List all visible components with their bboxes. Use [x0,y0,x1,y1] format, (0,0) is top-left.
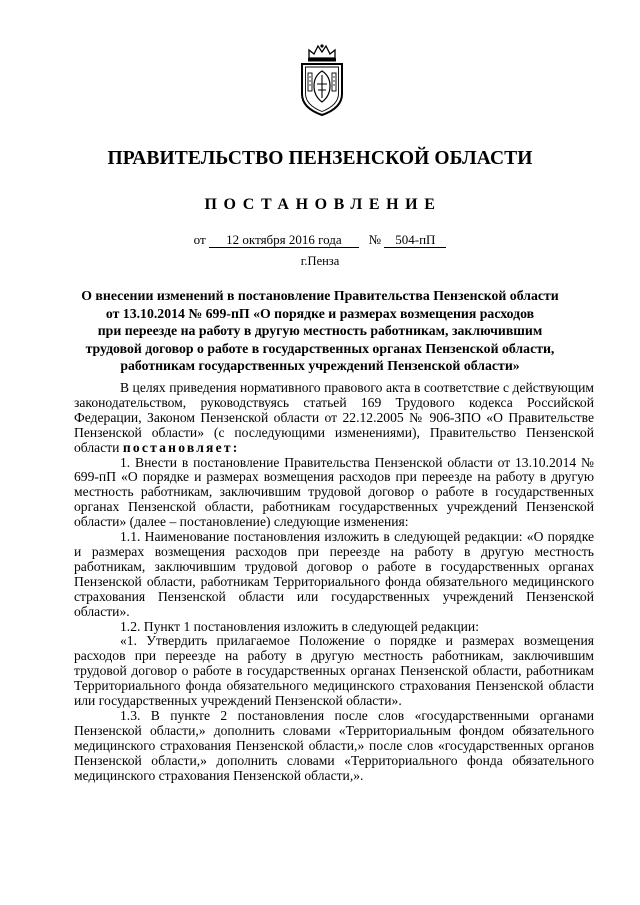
paragraph-1-2-quote: «1. Утвердить прилагаемое Положение о порядке и размерах возмещения расходов при переезде на работу в другую местность работникам, заключившим трудовой договор о работе в государственных органах Пензенской области, работникам Территориального фонда обязательного медицинского страхования Пензенской области или государственных учреждений Пензенской области». [74,633,594,709]
coat-of-arms-emblem [296,42,348,118]
paragraph-1-3: 1.3. В пункте 2 постановления после слов «государственными органами Пензенской области,» дополнить словами «Территориальным фондом обязательного медицинского страхования Пензенской области,» после слов «государственных органов Пензенской области,» дополнить словами «Территориального фонда обязательного медицинского страхования Пензенской области,». [74,707,594,783]
number-prefix: № [368,232,382,247]
preamble-paragraph [74,381,594,456]
document-heading [60,287,580,375]
paragraph-1-1: 1.1. Наименование постановления изложить в следующей редакции: «О порядке и размерах возмещения расходов при переезде на работу в другую местность работникам, заключившим трудовой договор о работе в государственных органах Пензенской области, работникам Территориального фонда обязательного медицинского страхования Пензенской области или государственных учреждений Пензенской области». [74,529,594,619]
preamble-text: В целях приведения нормативного правового акта в соответствие с действующим законодательством, руководствуясь статьей 169 Трудового кодекса Российской Федерации, Законом Пензенской области от 22.12.2005 № 906-ЗПО «О Правительстве Пензенской области» (с последующими изменениями), Правительство Пензенской области [74,380,594,455]
paragraph-1: 1. Внести в постановление Правительства Пензенской области от 13.10.2014 № 699-пП «О порядке и размерах возмещения расходов при переезде на работу в другую местность работникам, заключившим трудовой договор о работе в государственных органах Пензенской области, работникам государственных учреждений Пензенской области» (далее – постановление) следующие изменения: [74,454,594,530]
government-title: ПРАВИТЕЛЬСТВО ПЕНЗЕНСКОЙ ОБЛАСТИ [107,148,533,169]
heading-line: трудовой договор о работе в государственных органах Пензенской области, [85,340,555,356]
city: г.Пенза [300,254,340,268]
heading-line: работникам государственных учреждений Пензенской области» [120,358,520,374]
heading-line: при переезде на работу в другую местность работникам, заключившим [97,323,543,339]
date-number-line [0,232,640,248]
document-body [74,381,594,783]
paragraph-1-2: 1.2. Пункт 1 постановления изложить в следующей редакции: [120,618,479,634]
heading-line: от 13.10.2014 № 699-пП «О порядке и размерах возмещения расходов [105,305,535,321]
decree-word: постановляет: [122,439,240,455]
document-date: 12 октября 2016 года [209,233,359,248]
heading-line: О внесении изменений в постановление Правительства Пензенской области [81,288,559,303]
document-type: ПОСТАНОВЛЕНИЕ [204,196,442,213]
document-number: 504-пП [384,233,446,248]
date-prefix: от [193,232,206,247]
